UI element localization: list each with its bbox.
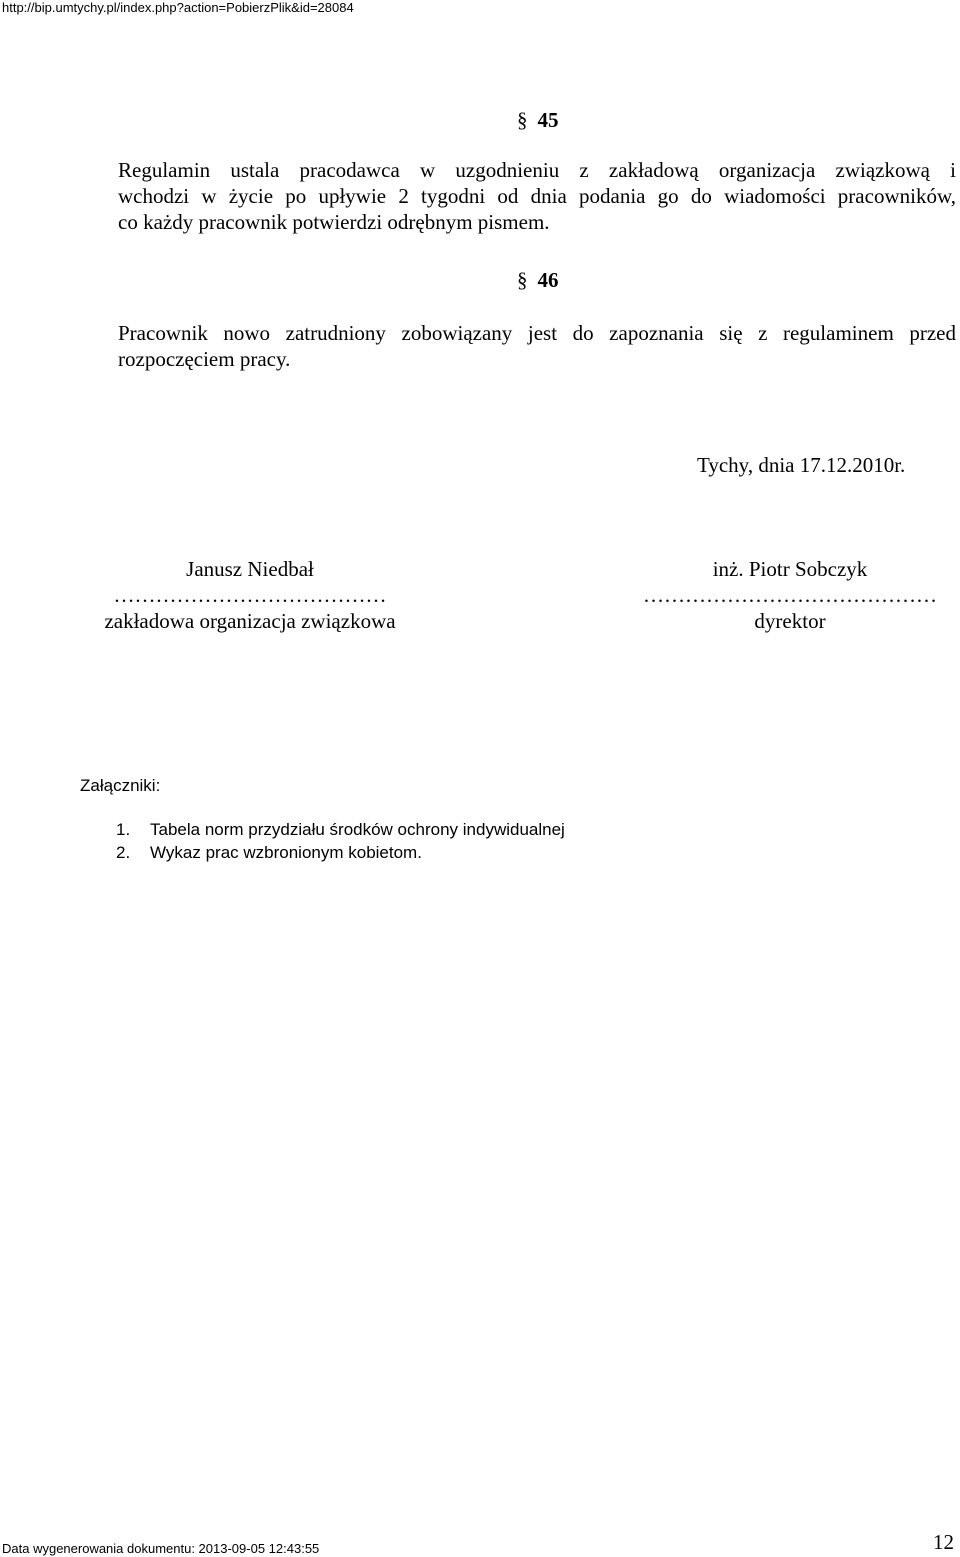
section-number: 45 <box>537 108 559 132</box>
list-item-text: Wykaz prac wzbronionym kobietom. <box>150 843 422 862</box>
list-item <box>116 818 565 841</box>
paragraph-line: Regulamin ustala pracodawca w uzgodnieniu z zakładową organizacja związkową i <box>118 158 956 182</box>
section-symbol: § <box>517 108 528 132</box>
paragraph-line: co każdy pracownik potwierdzi odrębnym pismem. <box>118 210 550 234</box>
section-46-heading <box>517 268 559 292</box>
list-item-number: 1. <box>116 820 131 839</box>
paragraph-line: rozpoczęciem pracy. <box>118 347 291 371</box>
paragraph-line: Pracownik nowo zatrudniony zobowiązany jest do zapoznania się z regulaminem przed <box>118 321 956 345</box>
page-number: 12 <box>933 1530 954 1554</box>
signature-block-union <box>80 556 420 634</box>
section-number: 46 <box>537 268 559 292</box>
section-symbol: § <box>517 268 528 292</box>
attachments-list <box>116 818 565 864</box>
signer-role: dyrektor <box>754 609 826 633</box>
signature-dotted-line: ………………………………… <box>113 583 387 607</box>
signer-role: zakładowa organizacja związkowa <box>104 609 396 633</box>
paragraph-line: wchodzi w życie po upływie 2 tygodni od dnia podania go do wiadomości pracowników, <box>118 184 956 208</box>
list-item-number: 2. <box>116 843 131 862</box>
place-and-date: Tychy, dnia 17.12.2010r. <box>697 453 906 477</box>
signature-block-director <box>628 556 952 634</box>
list-item <box>116 841 565 864</box>
signature-dotted-line: …………………………………… <box>643 583 937 607</box>
signer-name: inż. Piotr Sobczyk <box>712 557 868 581</box>
signer-name: Janusz Niedbał <box>186 557 314 581</box>
source-url: http://bip.umtychy.pl/index.php?action=PobierzPlik&id=28084 <box>2 0 354 15</box>
list-item-text: Tabela norm przydziału środków ochrony indywidualnej <box>150 820 565 839</box>
attachments-title: Załączniki: <box>80 776 161 795</box>
section-45-text <box>118 157 956 235</box>
generation-date-footer: Data wygenerowania dokumentu: 2013-09-05 12:43:55 <box>2 1541 320 1556</box>
section-46-text <box>118 320 956 372</box>
section-45-heading <box>517 108 559 132</box>
